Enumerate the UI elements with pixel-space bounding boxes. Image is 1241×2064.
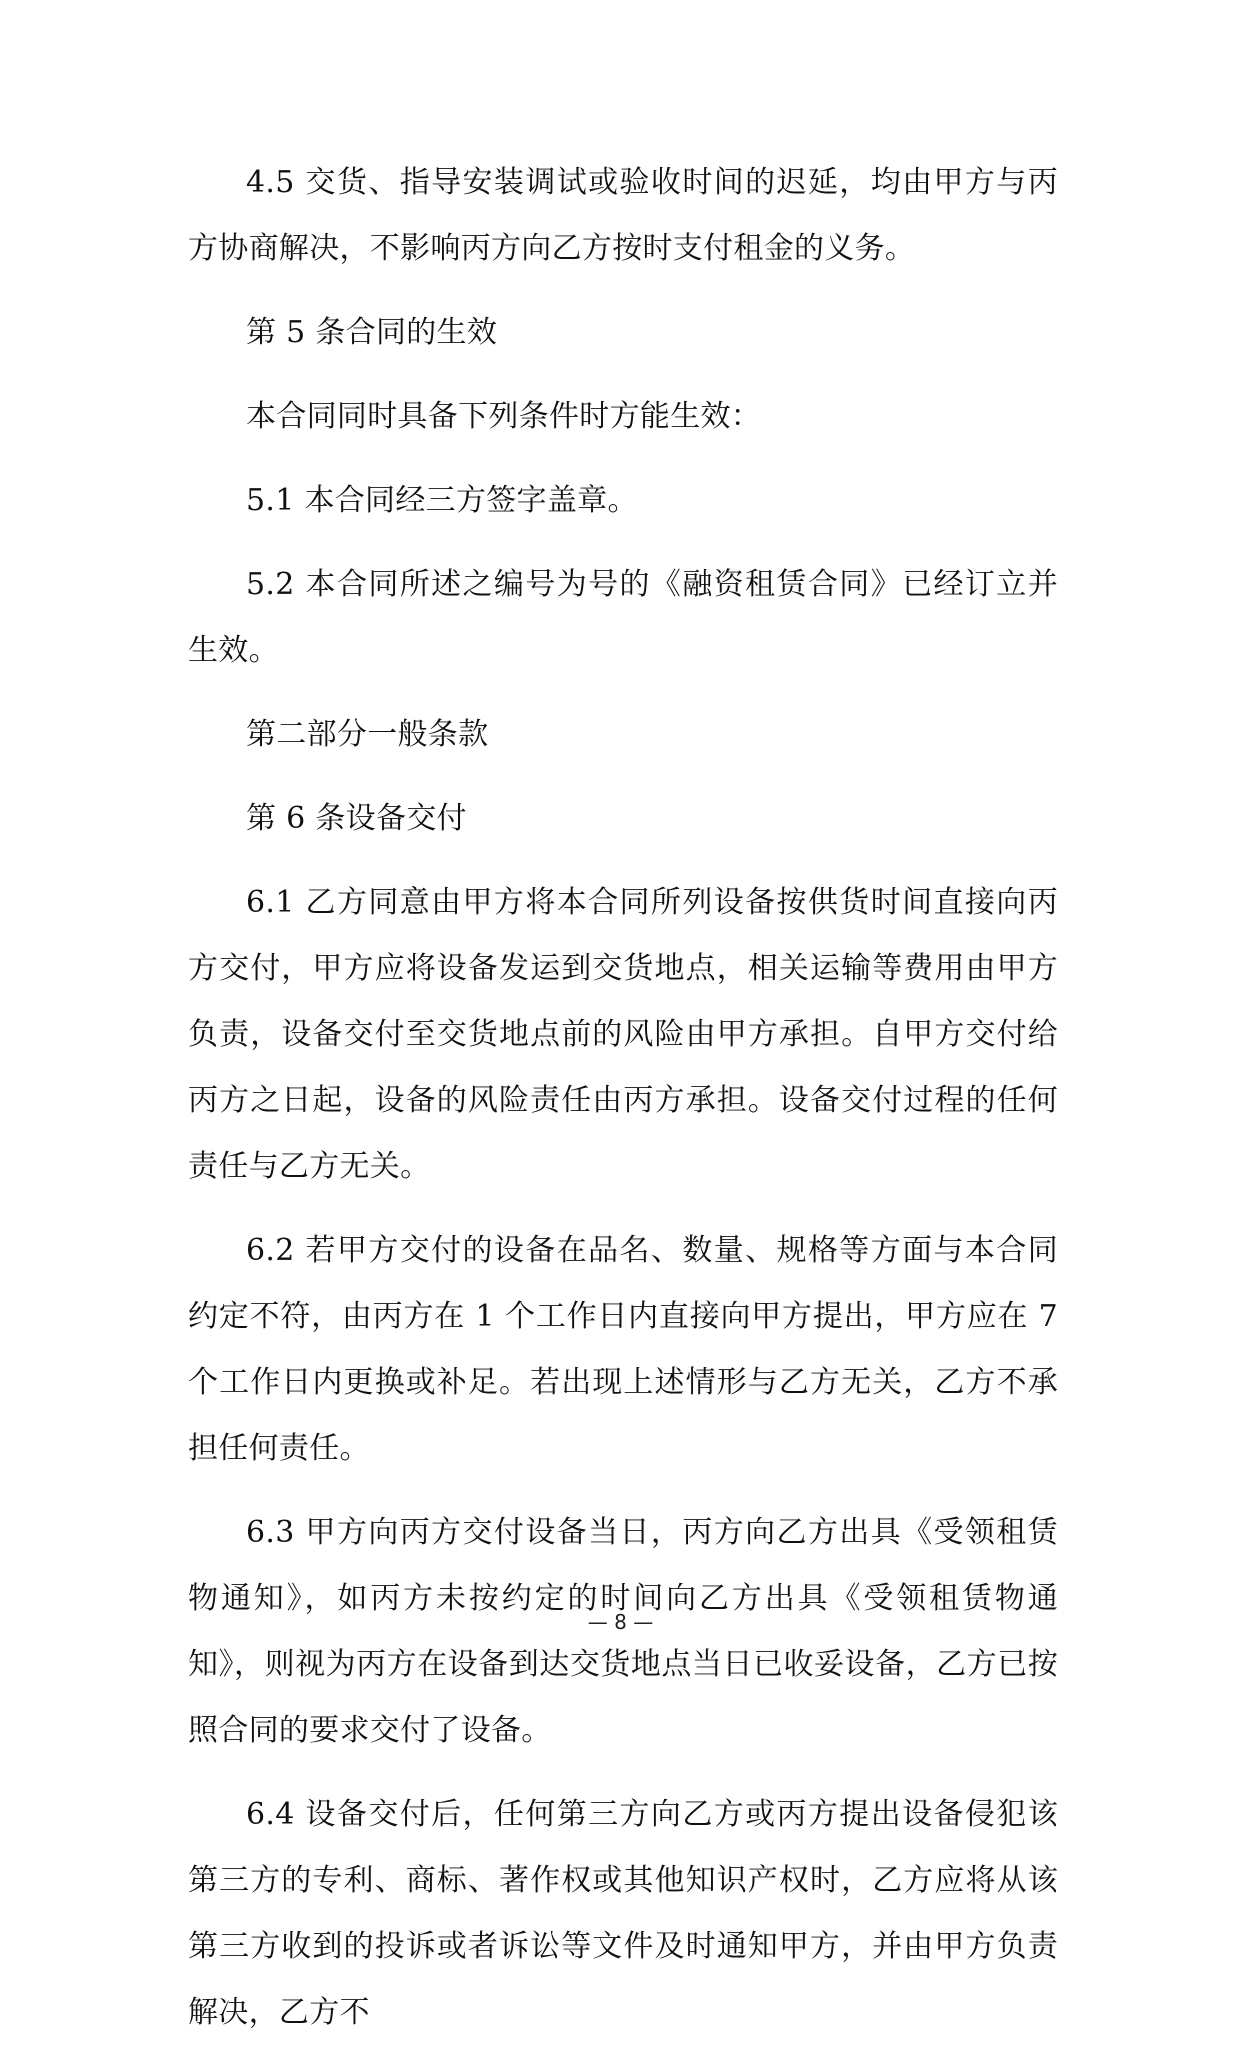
paragraph-6-3: 6.3 甲方向丙方交付设备当日，丙方向乙方出具《受领租赁物通知》，如丙方未按约定的时间向乙方出具《受领租赁物通知》，则视为丙方在设备到达交货地点当日已收妥设备，乙方已按照合同的要求交付了设备。 xyxy=(188,1515,1058,1748)
paragraph-4-5: 4.5 交货、指导安装调试或验收时间的迟延，均由甲方与丙方协商解决，不影响丙方向乙方按时支付租金的义务。 xyxy=(188,165,1058,266)
paragraph-6-1: 6.1 乙方同意由甲方将本合同所列设备按供货时间直接向丙方交付，甲方应将设备发运到交货地点，相关运输等费用由甲方负责，设备交付至交货地点前的风险由甲方承担。自甲方交付给丙方之日起，设备的风险责任由丙方承担。设备交付过程的任何责任与乙方无关。 xyxy=(188,885,1058,1184)
page-number: — 8 — xyxy=(587,1610,654,1634)
paragraph-6-2: 6.2 若甲方交付的设备在品名、数量、规格等方面与本合同约定不符，由丙方在 1 个工作日内直接向甲方提出，甲方应在 7 个工作日内更换或补足。若出现上述情形与乙方无关，乙方不承担任何责任。 xyxy=(188,1233,1058,1466)
heading-article-6: 第 6 条设备交付 xyxy=(246,801,467,836)
paragraph-5-2: 5.2 本合同所述之编号为号的《融资租赁合同》已经订立并生效。 xyxy=(188,567,1058,668)
paragraph-6-4: 6.4 设备交付后，任何第三方向乙方或丙方提出设备侵犯该第三方的专利、商标、著作权或其他知识产权时，乙方应将从该第三方收到的投诉或者诉讼等文件及时通知甲方，并由甲方负责解决，乙方不 xyxy=(188,1797,1058,2030)
paragraph-5-1: 5.1 本合同经三方签字盖章。 xyxy=(246,483,638,518)
heading-part-two: 第二部分一般条款 xyxy=(246,717,489,752)
paragraph-effective-conditions: 本合同同时具备下列条件时方能生效： xyxy=(246,399,762,434)
heading-article-5: 第 5 条合同的生效 xyxy=(246,315,498,350)
document-body xyxy=(188,150,1058,2064)
